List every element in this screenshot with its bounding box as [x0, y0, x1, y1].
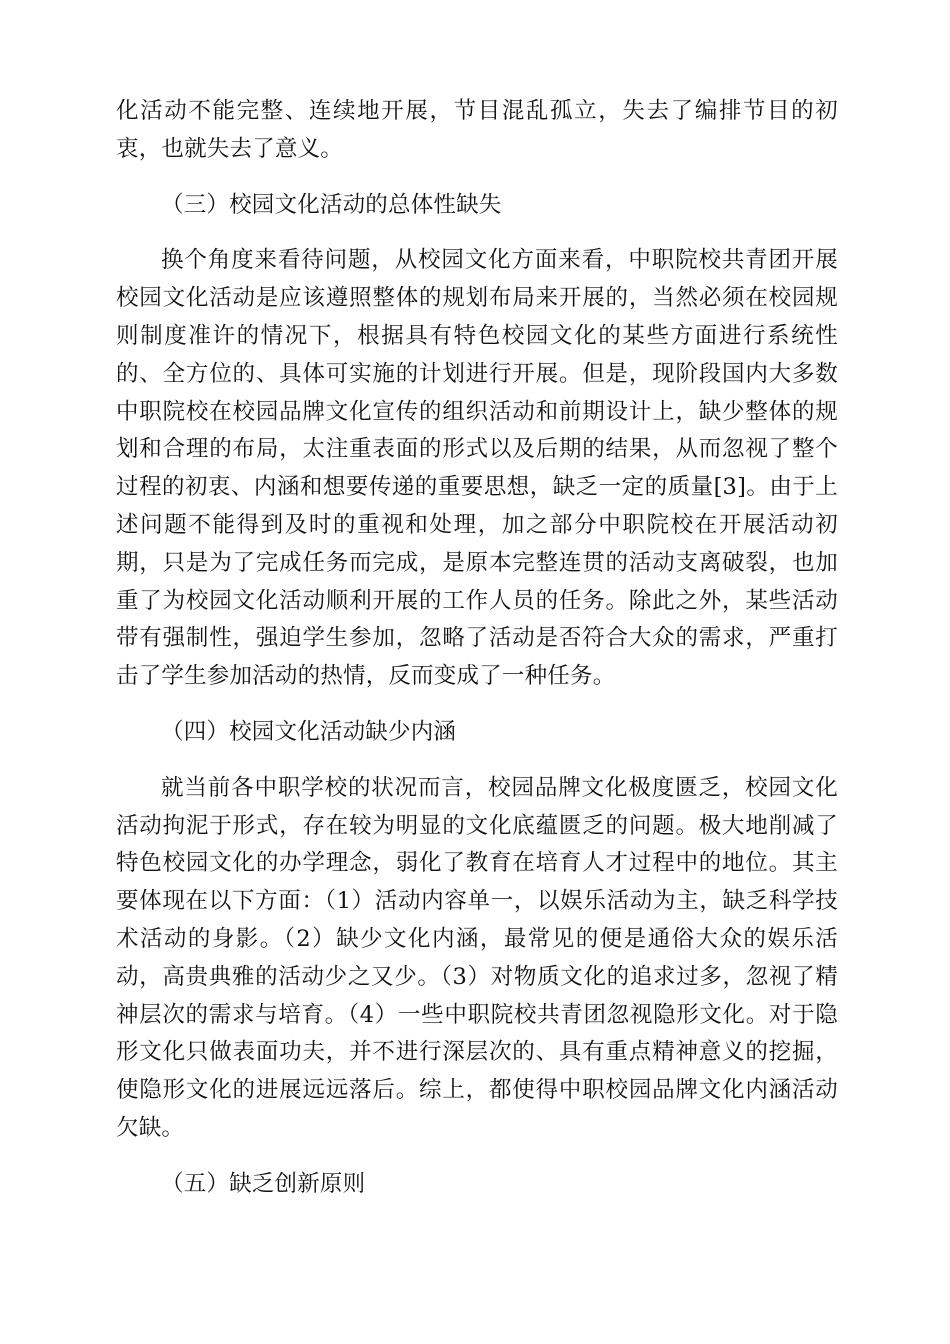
document-page: [116, 93, 838, 1222]
paragraph-continued: 化活动不能完整、连续地开展，节目混乱孤立，失去了编排节目的初衷，也就失去了意义。: [116, 98, 838, 162]
section-heading-5: （五）缺乏创新原则: [161, 1170, 366, 1197]
paragraph-section-4: 就当前各中职学校的状况而言，校园品牌文化极度匮乏，校园文化活动拘泥于形式，存在较为明显的文化底蕴匮乏的问题。极大地削减了特色校园文化的办学理念，弱化了教育在培育人才过程中的地位。其主要体现在以下方面：（1）活动内容单一，以娱乐活动为主，缺乏科学技术活动的身影。（2）缺少文化内涵，最常见的便是通俗大众的娱乐活动，高贵典雅的活动少之又少。（3）对物质文化的追求过多，忽视了精神层次的需求与培育。（4）一些中职院校共青团忽视隐形文化。对于隐形文化只做表面功夫，并不进行深层次的、具有重点精神意义的挖掘，使隐形文化的进展远远落后。综上，都使得中职校园品牌文化内涵活动欠缺。: [116, 774, 838, 1141]
paragraph-section-3: 换个角度来看待问题，从校园文化方面来看，中职院校共青团开展校园文化活动是应该遵照整体的规划布局来开展的，当然必须在校园规则制度准许的情况下，根据具有特色校园文化的某些方面进行系统性的、全方位的、具体可实施的计划进行开展。但是，现阶段国内大多数中职院校在校园品牌文化宣传的组织活动和前期设计上，缺少整体的规划和合理的布局，太注重表面的形式以及后期的结果，从而忽视了整个过程的初衷、内涵和想要传递的重要思想，缺乏一定的质量[3]。由于上述问题不能得到及时的重视和处理，加之部分中职院校在开展活动初期，只是为了完成任务而完成，是原本完整连贯的活动支离破裂，也加重了为校园文化活动顺利开展的工作人员的任务。除此之外，某些活动带有强制性，强迫学生参加，忽略了活动是否符合大众的需求，严重打击了学生参加活动的热情，反而变成了一种任务。: [116, 247, 838, 690]
section-heading-4: （四）校园文化活动缺少内涵: [161, 718, 457, 745]
section-heading-3: （三）校园文化活动的总体性缺失: [161, 191, 502, 218]
